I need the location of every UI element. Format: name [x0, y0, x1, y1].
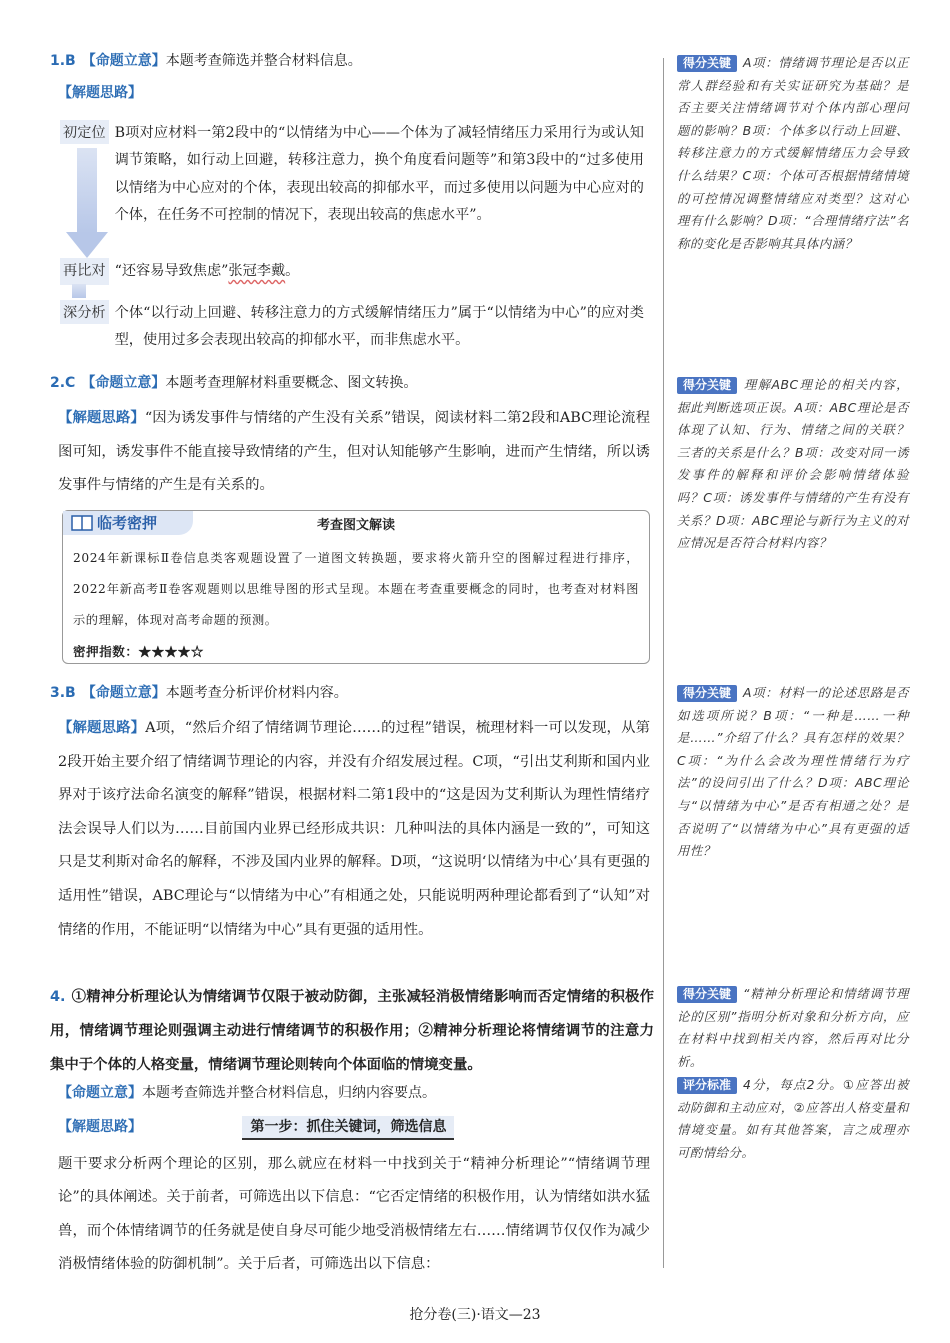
q4-silu — [58, 1148, 650, 1282]
box-text: 2024年新课标Ⅱ卷信息类客观题设置了一道图文转换题，要求将火箭升空的图解过程进行排序，2022年新高考Ⅱ卷客观题则以思维导图的形式呈现。本题在考查重要概念的同时，也考查对材料图示的理解，体现对高考命题的预测。 — [73, 551, 639, 627]
key-badge-4: 得分关键 — [677, 986, 737, 1003]
key-badge-1: 得分关键 — [677, 55, 737, 72]
side-note-1: 得分关键 A项：情绪调节理论是否以正常人群经验和有关实证研究为基础？是否主要关注情绪调节对个体内部心理问题的影响？B项：个体多以行动上回避、转移注意力的方式缓解情绪压力会导致什么结果？C项：个体可否根据情绪情境的可控情况调整情绪应对类型？这对心理有什么影响？D项：“合理情绪疗法”名称的变化是否影响其具体内涵？ — [677, 55, 909, 251]
q3-number: 3.B — [50, 685, 76, 701]
key-badge-2: 得分关键 — [677, 377, 737, 394]
q4-answer-text: ①精神分析理论认为情绪调节仅限于被动防御，主张减轻消极情绪影响而否定情绪的积极作用，情绪调节理论则强调主动进行情绪调节的积极作用；②精神分析理论将情绪调节的注意力集中于个体的人格变量，情绪调节理论则转向个体面临的情境变量。 — [50, 988, 654, 1073]
side-note-5: 评分标准 4分，每点2分。①应答出被动防御和主动应对，②应答出人格变量和情境变量。如有其他答案，言之成理亦可酌情给分。 — [677, 1077, 909, 1160]
page-footer: 抢分卷(三)·语文—23 — [409, 1307, 541, 1323]
q2-silu-text: “因为诱发事件与情绪的产生没有关系”错误，阅读材料二第2段和ABC理论流程图可知，诱发事件不能直接导致情绪的产生，但对认知能够产生影响，进而产生情绪，所以诱发事件与情绪的产生是有关系的。 — [58, 410, 650, 493]
q4-lizhi: 【命题立意】本题考查筛选并整合材料信息，归纳内容要点。 — [58, 1085, 436, 1101]
step-arrow-head — [66, 232, 108, 258]
step1-label: 初定位 — [60, 120, 109, 144]
step2-wavy: 张冠李戴 — [228, 263, 286, 279]
q4-number: 4. — [50, 989, 66, 1005]
step2-label: 再比对 — [60, 258, 109, 285]
q1-lizhi-tag: 【命题立意】 — [81, 53, 166, 69]
step3-text: 个体“以行动上回避、转移注意力的方式缓解情绪压力”属于“以情绪为中心”的应对类型，使用过多会表现出较高的抑郁水平，而非焦虑水平。 — [114, 305, 644, 349]
q2-number: 2.C — [50, 375, 76, 391]
box-body — [73, 543, 639, 667]
step1-text: B项对应材料一第2段中的“以情绪为中心——个体为了减轻情绪压力采用行为或认知调节策略，如行动上回避，转移注意力，换个角度看问题等”和第3段中的“过多使用以情绪为中心应对的个体，表现出较高的抑郁水平，而过多使用以问题为中心应对的个体，在任务不可控制的情况下，表现出较高的焦虑水平”。 — [114, 125, 644, 224]
q4-step-box: 第一步：抓住关键词，筛选信息 — [242, 1116, 454, 1140]
q1-step2: 再比对 “还容易导致焦虑”张冠李戴。 — [60, 258, 644, 285]
step-arrow-bar-2 — [72, 284, 86, 298]
q3-header: 3.B 【命题立意】本题考查分析评价材料内容。 — [50, 685, 348, 701]
q1-header — [50, 48, 656, 74]
key-badge-3: 得分关键 — [677, 685, 737, 702]
step2-pre: “还容易导致焦虑” — [114, 263, 229, 279]
side-divider — [663, 58, 664, 1268]
side-note-4: 得分关键 “精神分析理论和情绪调节理论的区别”指明分析对象和分析方向，应在材料中找到相关内容，然后再对比分析。 — [677, 986, 909, 1069]
box-head-label: 临考密押 — [97, 514, 158, 532]
q3-silu-text: A项，“然后介绍了情绪调节理论……的过程”错误，梳理材料一可以发现，从第2段开始主要介绍了情绪调节理论的内容，并没有介绍发展过程。C项，“引出艾利斯和国内业界对于该疗法命名演变的解释”错误，根据材料二第1段中的“这是因为艾利斯认为理性情绪疗法会误导人们以为……目前国内业界已经形成共识：几种叫法的具体内涵是一致的”，可知这只是艾利斯对命名的解释，不涉及国内业界的解释。D项，“这说明‘以情绪为中心’具有更强的适用性”错误，ABC理论与“以情绪为中心”有相通之处，只能说明两种理论都看到了“认知”对情绪的作用，不能证明“以情绪为中心”具有更强的适用性。 — [58, 720, 650, 938]
q3-silu: 【解题思路】A项，“然后介绍了情绪调节理论……的过程”错误，梳理材料一可以发现，从第2段开始主要介绍了情绪调节理论的内容，并没有介绍发展过程。C项，“引出艾利斯和国内业界对于该疗法命名演变的解释”错误，根据材料二第1段中的“这是因为艾利斯认为理性情绪疗法会误导人们以为……目前国内业界已经形成共识：几种叫法的具体内涵是一致的”，可知这只是艾利斯对命名的解释，不涉及国内业界的解释。D项，“这说明‘以情绪为中心’具有更强的适用性”错误，ABC理论与“以情绪为中心”有相通之处，只能说明两种理论都看到了“认知”对情绪的作用，不能证明“以情绪为中心”具有更强的适用性。 — [58, 720, 650, 938]
step3-label: 深分析 — [60, 300, 109, 324]
q2-header: 2.C 【命题立意】本题考查理解材料重要概念、图文转换。 — [50, 375, 418, 391]
q4-silu-text: 题干要求分析两个理论的区别，那么就应在材料一中找到关于“精神分析理论”“情绪调节理论”的具体阐述。关于前者，可筛选出以下信息：“它否定情绪的积极作用，认为情绪如洪水猛兽，而个体情绪调节的任务就是使自身尽可能少地受消极情绪左右……情绪调节仅仅作为减少消极情绪体验的防御机制”。关于后者，可筛选出以下信息： — [58, 1156, 650, 1273]
box-index: 密押指数：★★★★☆ — [73, 644, 205, 659]
q1-number: 1.B — [50, 53, 76, 69]
q4-silu-head: 【解题思路】 第一步：抓住关键词，筛选信息 — [58, 1114, 664, 1140]
standard-badge: 评分标准 — [677, 1077, 737, 1094]
q1-step1 — [60, 120, 644, 230]
box-title: 考查图文解读 — [316, 518, 395, 533]
q1-lizhi-text: 本题考查筛选并整合材料信息。 — [165, 53, 362, 69]
q1-step3 — [60, 300, 644, 355]
prediction-box — [62, 510, 650, 664]
q1-silu-tag: 【解题思路】 — [58, 85, 142, 101]
side-note-3: 得分关键 A项：材料一的论述思路是否如选项所说？B项：“一种是……一种是……”介绍了什么？具有怎样的效果？C项：“为什么会改为理性情绪行为疗法”的设问引出了什么？D项：ABC理论与“以情绪为中心”是否有相通之处？是否说明了“以情绪为中心”具有更强的适用性？ — [677, 685, 909, 859]
q4-answer — [50, 980, 654, 1081]
side-note-2: 得分关键 理解ABC理论的相关内容，据此判断选项正误。A项：ABC理论是否体现了认知、行为、情绪之间的关联？三者的关系是什么？B项：改变对同一诱发事件的解释和评价会影响情绪体验吗？C项：诱发事件与情绪的产生有没有关系？D项：ABC理论与新行为主义的对应情况是否符合材料内容？ — [677, 377, 909, 551]
q2-silu: 【解题思路】“因为诱发事件与情绪的产生没有关系”错误，阅读材料二第2段和ABC理论流程图可知，诱发事件不能直接导致情绪的产生，但对认知能够产生影响，进而产生情绪，所以诱发事件与情绪的产生是有关系的。 — [58, 410, 650, 493]
